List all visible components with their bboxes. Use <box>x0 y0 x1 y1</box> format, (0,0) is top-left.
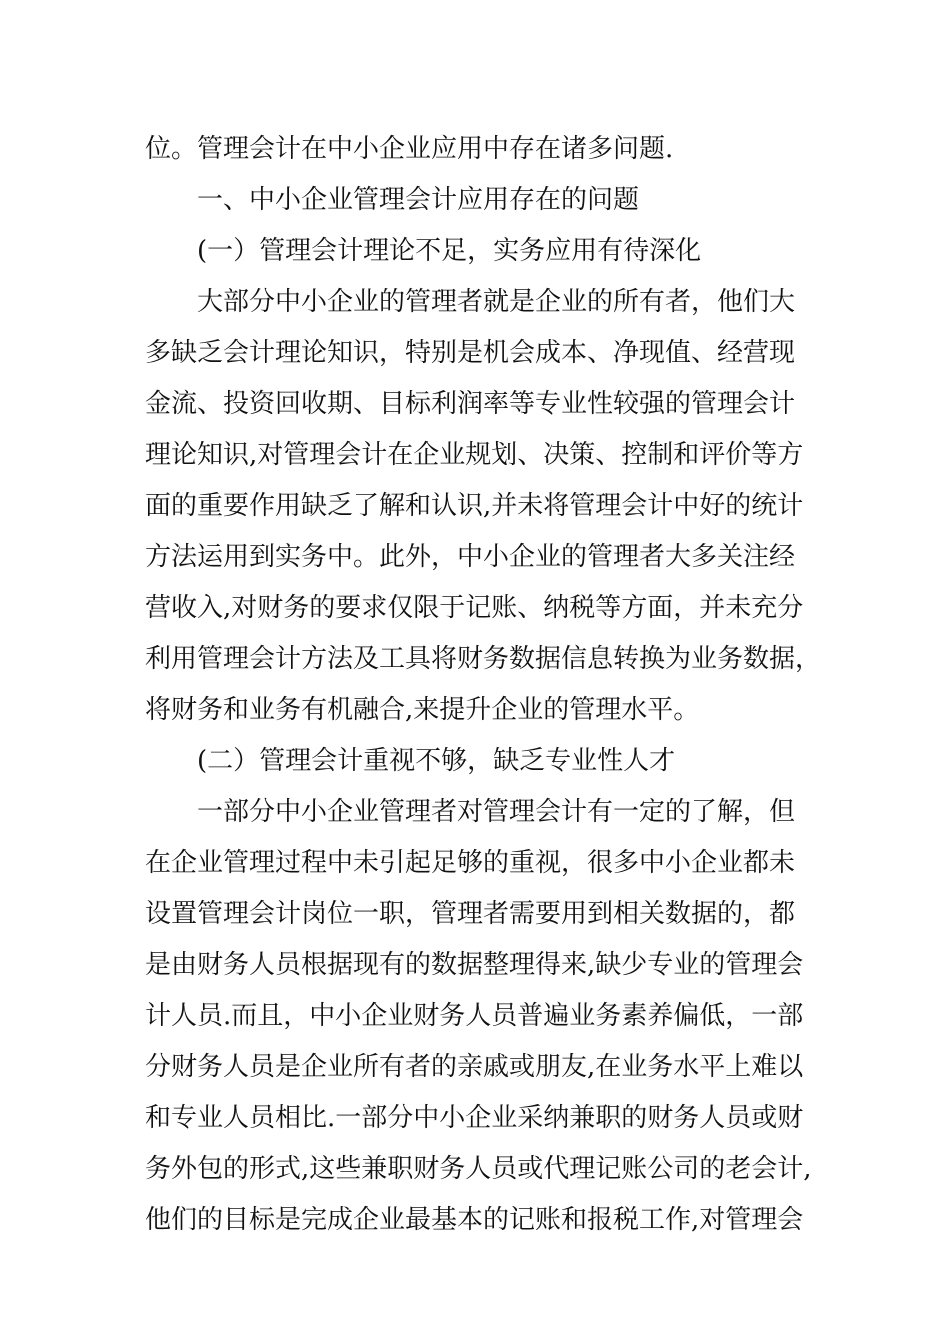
body-text-line: 营收入,对财务的要求仅限于记账、纳税等方面，并未充分 <box>145 593 804 623</box>
body-text-line: 利用管理会计方法及工具将财务数据信息转换为业务数据， <box>145 644 822 674</box>
body-text-line: 设置管理会计岗位一职，管理者需要用到相关数据的，都 <box>145 899 796 929</box>
body-text-line: 计人员.而且，中小企业财务人员普遍业务素养偏低，一部 <box>145 1001 804 1031</box>
body-text-line: 一部分中小企业管理者对管理会计有一定的了解，但 <box>197 797 796 827</box>
subsection-heading: (一）管理会计理论不足，实务应用有待深化 <box>197 236 702 266</box>
subsection-heading: (二）管理会计重视不够，缺乏专业性人才 <box>197 746 676 776</box>
section-heading: 一、中小企业管理会计应用存在的问题 <box>197 185 640 215</box>
body-text-line: 他们的目标是完成企业最基本的记账和报税工作,对管理会 <box>145 1205 804 1235</box>
body-text-line: 务外包的形式,这些兼职财务人员或代理记账公司的老会计, <box>145 1154 812 1184</box>
body-text-line: 方法运用到实务中。此外，中小企业的管理者大多关注经 <box>145 542 796 572</box>
body-text-line: 金流、投资回收期、目标利润率等专业性较强的管理会计 <box>145 389 796 419</box>
body-text-line: 理论知识,对管理会计在企业规划、决策、控制和评价等方 <box>145 440 804 470</box>
body-text-line: 在企业管理过程中未引起足够的重视，很多中小企业都未 <box>145 848 796 878</box>
body-text-line: 大部分中小企业的管理者就是企业的所有者，他们大 <box>197 287 796 317</box>
body-text-line: 和专业人员相比.一部分中小企业采纳兼职的财务人员或财 <box>145 1103 804 1133</box>
body-text-line: 多缺乏会计理论知识，特别是机会成本、净现值、经营现 <box>145 338 796 368</box>
body-text-line: 是由财务人员根据现有的数据整理得来,缺少专业的管理会 <box>145 950 804 980</box>
body-text-line: 分财务人员是企业所有者的亲戚或朋友,在业务水平上难以 <box>145 1052 804 1082</box>
body-text-line: 位。管理会计在中小企业应用中存在诸多问题. <box>145 134 674 164</box>
body-text-line: 将财务和业务有机融合,来提升企业的管理水平。 <box>145 695 700 725</box>
body-text-line: 面的重要作用缺乏了解和认识,并未将管理会计中好的统计 <box>145 491 804 521</box>
